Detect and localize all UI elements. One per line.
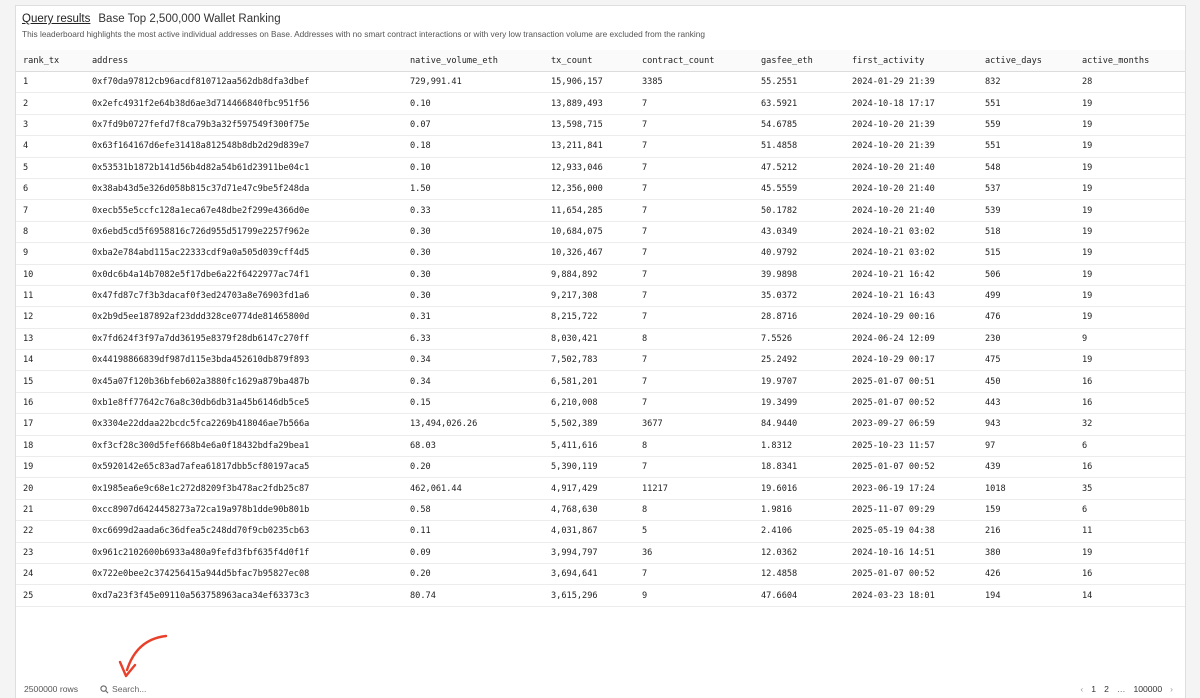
cell-tx-count: 6,581,201: [544, 371, 635, 392]
table-row[interactable]: [16, 178, 1185, 199]
cell-gasfee-eth: 47.5212: [754, 157, 845, 178]
cell-native-volume-eth: 0.07: [403, 114, 544, 135]
cell-rank-tx: 11: [16, 285, 85, 306]
table-row[interactable]: [16, 392, 1185, 413]
table-row[interactable]: [16, 285, 1185, 306]
cell-contract-count: 7: [635, 563, 754, 584]
results-footer: [16, 684, 1185, 698]
cell-active-days: 506: [978, 264, 1075, 285]
cell-tx-count: 6,210,008: [544, 392, 635, 413]
cell-contract-count: 7: [635, 221, 754, 242]
cell-contract-count: 8: [635, 328, 754, 349]
cell-first-activity: 2024-10-18 17:17: [845, 93, 978, 114]
query-results-panel: [15, 5, 1186, 698]
cell-contract-count: 7: [635, 200, 754, 221]
cell-active-days: 159: [978, 499, 1075, 520]
query-description: This leaderboard highlights the most active individual addresses on Base. Addresses with no smart contract interactions or with very low transaction volume are excluded from the ranking: [22, 29, 705, 39]
cell-active-days: 559: [978, 114, 1075, 135]
cell-first-activity: 2024-10-20 21:40: [845, 157, 978, 178]
page-ellipsis: …: [1116, 684, 1126, 694]
cell-native-volume-eth: 0.58: [403, 499, 544, 520]
cell-address: 0xf70da97812cb96acdf810712aa562db8dfa3dbef: [85, 72, 403, 93]
cell-address: 0xcc8907d6424458273a72ca19a978b1dde90b801b: [85, 499, 403, 520]
cell-native-volume-eth: 0.30: [403, 264, 544, 285]
search-input[interactable]: [112, 684, 182, 694]
cell-tx-count: 4,768,630: [544, 499, 635, 520]
cell-native-volume-eth: 0.11: [403, 521, 544, 542]
column-header-address[interactable]: address: [85, 50, 403, 72]
cell-active-months: 19: [1075, 200, 1185, 221]
annotation-arrow-icon: [118, 632, 170, 680]
cell-rank-tx: 7: [16, 200, 85, 221]
column-header-contract-count[interactable]: contract_count: [635, 50, 754, 72]
cell-gasfee-eth: 84.9440: [754, 414, 845, 435]
table-row[interactable]: [16, 350, 1185, 371]
cell-contract-count: 7: [635, 285, 754, 306]
table-row[interactable]: [16, 585, 1185, 606]
cell-active-months: 11: [1075, 521, 1185, 542]
cell-tx-count: 12,933,046: [544, 157, 635, 178]
cell-active-days: 230: [978, 328, 1075, 349]
cell-address: 0x45a07f120b36bfeb602a3880fc1629a879ba487b: [85, 371, 403, 392]
cell-first-activity: 2023-06-19 17:24: [845, 478, 978, 499]
cell-first-activity: 2024-10-29 00:17: [845, 350, 978, 371]
cell-native-volume-eth: 13,494,026.26: [403, 414, 544, 435]
cell-gasfee-eth: 1.8312: [754, 435, 845, 456]
cell-address: 0x63f164167d6efe31418a812548b8db2d29d839e7: [85, 136, 403, 157]
cell-native-volume-eth: 0.30: [403, 221, 544, 242]
cell-active-months: 19: [1075, 243, 1185, 264]
cell-contract-count: 7: [635, 457, 754, 478]
cell-native-volume-eth: 68.03: [403, 435, 544, 456]
cell-contract-count: 7: [635, 93, 754, 114]
cell-active-days: 537: [978, 178, 1075, 199]
cell-rank-tx: 18: [16, 435, 85, 456]
cell-address: 0x53531b1872b141d56b4d82a54b61d23911be04c1: [85, 157, 403, 178]
cell-rank-tx: 4: [16, 136, 85, 157]
cell-address: 0xba2e784abd115ac22333cdf9a0a505d039cff4d5: [85, 243, 403, 264]
cell-address: 0x2efc4931f2e64b38d6ae3d714466840fbc951f56: [85, 93, 403, 114]
cell-gasfee-eth: 51.4858: [754, 136, 845, 157]
cell-contract-count: 7: [635, 371, 754, 392]
cell-gasfee-eth: 43.0349: [754, 221, 845, 242]
cell-active-days: 194: [978, 585, 1075, 606]
cell-tx-count: 3,994,797: [544, 542, 635, 563]
cell-first-activity: 2024-10-29 00:16: [845, 307, 978, 328]
cell-active-days: 518: [978, 221, 1075, 242]
cell-native-volume-eth: 0.34: [403, 350, 544, 371]
cell-active-months: 19: [1075, 114, 1185, 135]
cell-rank-tx: 5: [16, 157, 85, 178]
column-header-gasfee-eth[interactable]: gasfee_eth: [754, 50, 845, 72]
cell-tx-count: 15,906,157: [544, 72, 635, 93]
cell-native-volume-eth: 0.31: [403, 307, 544, 328]
cell-contract-count: 5: [635, 521, 754, 542]
cell-first-activity: 2025-01-07 00:52: [845, 563, 978, 584]
cell-first-activity: 2024-06-24 12:09: [845, 328, 978, 349]
cell-active-months: 9: [1075, 328, 1185, 349]
cell-native-volume-eth: 0.09: [403, 542, 544, 563]
cell-active-months: 32: [1075, 414, 1185, 435]
cell-gasfee-eth: 40.9792: [754, 243, 845, 264]
cell-native-volume-eth: 0.30: [403, 285, 544, 306]
cell-tx-count: 4,917,429: [544, 478, 635, 499]
column-header-first-activity[interactable]: first_activity: [845, 50, 978, 72]
page-last[interactable]: 100000: [1133, 684, 1163, 694]
cell-contract-count: 7: [635, 307, 754, 328]
cell-rank-tx: 16: [16, 392, 85, 413]
cell-first-activity: 2025-10-23 11:57: [845, 435, 978, 456]
cell-first-activity: 2025-01-07 00:52: [845, 457, 978, 478]
cell-contract-count: 7: [635, 136, 754, 157]
cell-address: 0x38ab43d5e326d058b815c37d71e47c9be5f248da: [85, 178, 403, 199]
cell-contract-count: 7: [635, 243, 754, 264]
cell-rank-tx: 21: [16, 499, 85, 520]
cell-contract-count: 36: [635, 542, 754, 563]
cell-gasfee-eth: 35.0372: [754, 285, 845, 306]
cell-contract-count: 7: [635, 157, 754, 178]
table-row[interactable]: [16, 478, 1185, 499]
cell-active-days: 426: [978, 563, 1075, 584]
cell-tx-count: 8,030,421: [544, 328, 635, 349]
cell-gasfee-eth: 45.5559: [754, 178, 845, 199]
cell-active-months: 19: [1075, 157, 1185, 178]
cell-gasfee-eth: 19.9707: [754, 371, 845, 392]
cell-first-activity: 2024-10-21 16:43: [845, 285, 978, 306]
table-body: [16, 72, 1185, 607]
table-row[interactable]: [16, 72, 1185, 93]
cell-active-months: 19: [1075, 93, 1185, 114]
cell-contract-count: 7: [635, 178, 754, 199]
cell-gasfee-eth: 28.8716: [754, 307, 845, 328]
cell-active-months: 19: [1075, 178, 1185, 199]
cell-tx-count: 12,356,000: [544, 178, 635, 199]
cell-tx-count: 10,684,075: [544, 221, 635, 242]
query-results-link[interactable]: Query results: [22, 13, 91, 25]
cell-rank-tx: 23: [16, 542, 85, 563]
cell-gasfee-eth: 2.4106: [754, 521, 845, 542]
table-row[interactable]: [16, 157, 1185, 178]
cell-native-volume-eth: 0.34: [403, 371, 544, 392]
cell-active-days: 551: [978, 93, 1075, 114]
cell-gasfee-eth: 63.5921: [754, 93, 845, 114]
cell-gasfee-eth: 19.3499: [754, 392, 845, 413]
cell-active-months: 28: [1075, 72, 1185, 93]
cell-rank-tx: 9: [16, 243, 85, 264]
cell-tx-count: 13,889,493: [544, 93, 635, 114]
cell-gasfee-eth: 7.5526: [754, 328, 845, 349]
cell-tx-count: 8,215,722: [544, 307, 635, 328]
column-header-active-months[interactable]: active_months: [1075, 50, 1185, 72]
cell-first-activity: 2025-11-07 09:29: [845, 499, 978, 520]
cell-gasfee-eth: 12.0362: [754, 542, 845, 563]
cell-rank-tx: 8: [16, 221, 85, 242]
cell-rank-tx: 10: [16, 264, 85, 285]
cell-native-volume-eth: 80.74: [403, 585, 544, 606]
cell-contract-count: 7: [635, 392, 754, 413]
cell-contract-count: 7: [635, 350, 754, 371]
cell-contract-count: 3385: [635, 72, 754, 93]
cell-first-activity: 2025-01-07 00:52: [845, 392, 978, 413]
table-row[interactable]: [16, 264, 1185, 285]
cell-native-volume-eth: 0.18: [403, 136, 544, 157]
table-row[interactable]: [16, 221, 1185, 242]
cell-address: 0x722e0bee2c374256415a944d5bfac7b95827ec08: [85, 563, 403, 584]
cell-first-activity: 2024-10-21 16:42: [845, 264, 978, 285]
cell-tx-count: 5,411,616: [544, 435, 635, 456]
column-header-native-volume-eth[interactable]: native_volume_eth: [403, 50, 544, 72]
cell-tx-count: 5,502,389: [544, 414, 635, 435]
cell-rank-tx: 22: [16, 521, 85, 542]
table-row[interactable]: [16, 200, 1185, 221]
cell-tx-count: 13,211,841: [544, 136, 635, 157]
cell-gasfee-eth: 25.2492: [754, 350, 845, 371]
cell-first-activity: 2024-10-21 03:02: [845, 221, 978, 242]
cell-active-months: 19: [1075, 307, 1185, 328]
cell-address: 0x5920142e65c83ad7afea61817dbb5cf80197aca5: [85, 457, 403, 478]
cell-active-months: 14: [1075, 585, 1185, 606]
cell-active-days: 515: [978, 243, 1075, 264]
table-row[interactable]: [16, 371, 1185, 392]
cell-active-months: 16: [1075, 371, 1185, 392]
search-box[interactable]: [100, 684, 182, 694]
row-count: 2500000 rows: [24, 684, 78, 694]
cell-gasfee-eth: 12.4858: [754, 563, 845, 584]
cell-active-days: 443: [978, 392, 1075, 413]
cell-tx-count: 9,884,892: [544, 264, 635, 285]
cell-rank-tx: 17: [16, 414, 85, 435]
cell-gasfee-eth: 50.1782: [754, 200, 845, 221]
cell-first-activity: 2025-01-07 00:51: [845, 371, 978, 392]
cell-native-volume-eth: 0.20: [403, 563, 544, 584]
cell-rank-tx: 13: [16, 328, 85, 349]
cell-rank-tx: 15: [16, 371, 85, 392]
cell-active-days: 943: [978, 414, 1075, 435]
table-row[interactable]: [16, 499, 1185, 520]
cell-first-activity: 2025-05-19 04:38: [845, 521, 978, 542]
pagination: [1080, 684, 1173, 694]
cell-contract-count: 7: [635, 264, 754, 285]
cell-native-volume-eth: 0.20: [403, 457, 544, 478]
cell-active-months: 6: [1075, 499, 1185, 520]
cell-contract-count: 8: [635, 499, 754, 520]
cell-contract-count: 8: [635, 435, 754, 456]
chevron-left-icon[interactable]: ‹: [1080, 684, 1084, 694]
cell-active-days: 539: [978, 200, 1075, 221]
column-header-rank-tx[interactable]: rank_tx: [16, 50, 85, 72]
search-icon: [100, 685, 109, 694]
cell-first-activity: 2024-01-29 21:39: [845, 72, 978, 93]
cell-tx-count: 5,390,119: [544, 457, 635, 478]
column-header-active-days[interactable]: active_days: [978, 50, 1075, 72]
cell-address: 0x7fd624f3f97a7dd36195e8379f28db6147c270ff: [85, 328, 403, 349]
cell-active-months: 19: [1075, 285, 1185, 306]
results-table: [16, 50, 1185, 607]
cell-address: 0x3304e22ddaa22bcdc5fca2269b418046ae7b566a: [85, 414, 403, 435]
cell-tx-count: 7,502,783: [544, 350, 635, 371]
cell-gasfee-eth: 54.6785: [754, 114, 845, 135]
cell-first-activity: 2023-09-27 06:59: [845, 414, 978, 435]
cell-address: 0x1985ea6e9c68e1c272d8209f3b478ac2fdb25c87: [85, 478, 403, 499]
table-row[interactable]: [16, 563, 1185, 584]
table-row[interactable]: [16, 307, 1185, 328]
cell-rank-tx: 3: [16, 114, 85, 135]
cell-rank-tx: 12: [16, 307, 85, 328]
table-row[interactable]: [16, 521, 1185, 542]
cell-first-activity: 2024-10-16 14:51: [845, 542, 978, 563]
cell-address: 0xb1e8ff77642c76a8c30db6db31a45b6146db5ce5: [85, 392, 403, 413]
cell-gasfee-eth: 39.9898: [754, 264, 845, 285]
cell-tx-count: 11,654,285: [544, 200, 635, 221]
cell-rank-tx: 25: [16, 585, 85, 606]
column-header-tx-count[interactable]: tx_count: [544, 50, 635, 72]
cell-gasfee-eth: 18.8341: [754, 457, 845, 478]
cell-active-days: 476: [978, 307, 1075, 328]
results-header: [22, 13, 1179, 39]
cell-contract-count: 7: [635, 114, 754, 135]
cell-first-activity: 2024-10-20 21:40: [845, 178, 978, 199]
table-row[interactable]: [16, 114, 1185, 135]
cell-native-volume-eth: 0.30: [403, 243, 544, 264]
cell-address: 0xf3cf28c300d5fef668b4e6a0f18432bdfa29bea1: [85, 435, 403, 456]
cell-contract-count: 9: [635, 585, 754, 606]
cell-active-months: 19: [1075, 542, 1185, 563]
cell-gasfee-eth: 47.6604: [754, 585, 845, 606]
cell-rank-tx: 14: [16, 350, 85, 371]
cell-first-activity: 2024-10-20 21:39: [845, 136, 978, 157]
cell-active-days: 548: [978, 157, 1075, 178]
chevron-right-icon[interactable]: ›: [1170, 684, 1173, 694]
table-row[interactable]: [16, 328, 1185, 349]
table-row[interactable]: [16, 414, 1185, 435]
cell-tx-count: 3,615,296: [544, 585, 635, 606]
query-title: Base Top 2,500,000 Wallet Ranking: [98, 13, 281, 25]
table-row[interactable]: [16, 93, 1185, 114]
cell-tx-count: 9,217,308: [544, 285, 635, 306]
cell-address: 0xc6699d2aada6c36dfea5c248dd70f9cb0235cb63: [85, 521, 403, 542]
cell-address: 0x7fd9b0727fefd7f8ca79b3a32f597549f300f75e: [85, 114, 403, 135]
page-1[interactable]: 1: [1091, 684, 1097, 694]
cell-active-months: 6: [1075, 435, 1185, 456]
table-row[interactable]: [16, 435, 1185, 456]
cell-active-days: 475: [978, 350, 1075, 371]
cell-active-months: 16: [1075, 457, 1185, 478]
cell-gasfee-eth: 19.6016: [754, 478, 845, 499]
cell-active-days: 216: [978, 521, 1075, 542]
cell-native-volume-eth: 729,991.41: [403, 72, 544, 93]
cell-address: 0xecb55e5ccfc128a1eca67e48dbe2f299e4366d0e: [85, 200, 403, 221]
cell-first-activity: 2024-03-23 18:01: [845, 585, 978, 606]
page-2[interactable]: 2: [1104, 684, 1109, 694]
table-row[interactable]: [16, 243, 1185, 264]
cell-native-volume-eth: 1.50: [403, 178, 544, 199]
cell-active-months: 16: [1075, 392, 1185, 413]
cell-first-activity: 2024-10-20 21:39: [845, 114, 978, 135]
cell-active-months: 19: [1075, 136, 1185, 157]
cell-active-days: 380: [978, 542, 1075, 563]
cell-active-days: 551: [978, 136, 1075, 157]
cell-native-volume-eth: 462,061.44: [403, 478, 544, 499]
cell-tx-count: 4,031,867: [544, 521, 635, 542]
cell-active-months: 35: [1075, 478, 1185, 499]
cell-active-months: 19: [1075, 350, 1185, 371]
cell-active-days: 832: [978, 72, 1075, 93]
cell-address: 0x961c2102600b6933a480a9fefd3fbf635f4d0f1f: [85, 542, 403, 563]
cell-gasfee-eth: 55.2551: [754, 72, 845, 93]
table-row[interactable]: [16, 457, 1185, 478]
cell-address: 0x6ebd5cd5f6958816c726d955d51799e2257f962e: [85, 221, 403, 242]
table-row[interactable]: [16, 136, 1185, 157]
table-header-row: [16, 50, 1185, 72]
cell-rank-tx: 19: [16, 457, 85, 478]
cell-native-volume-eth: 0.15: [403, 392, 544, 413]
cell-rank-tx: 1: [16, 72, 85, 93]
cell-rank-tx: 24: [16, 563, 85, 584]
cell-gasfee-eth: 1.9816: [754, 499, 845, 520]
cell-tx-count: 13,598,715: [544, 114, 635, 135]
cell-address: 0x0dc6b4a14b7082e5f17dbe6a22f6422977ac74f1: [85, 264, 403, 285]
cell-active-months: 19: [1075, 221, 1185, 242]
cell-rank-tx: 2: [16, 93, 85, 114]
cell-address: 0xd7a23f3f45e09110a563758963aca34ef63373c3: [85, 585, 403, 606]
cell-native-volume-eth: 0.33: [403, 200, 544, 221]
cell-active-days: 439: [978, 457, 1075, 478]
cell-active-days: 97: [978, 435, 1075, 456]
cell-address: 0x2b9d5ee187892af23ddd328ce0774de81465800d: [85, 307, 403, 328]
cell-first-activity: 2024-10-20 21:40: [845, 200, 978, 221]
cell-tx-count: 3,694,641: [544, 563, 635, 584]
cell-address: 0x47fd87c7f3b3dacaf0f3ed24703a8e76903fd1a6: [85, 285, 403, 306]
cell-rank-tx: 20: [16, 478, 85, 499]
cell-address: 0x44198866839df987d115e3bda452610db879f893: [85, 350, 403, 371]
cell-native-volume-eth: 6.33: [403, 328, 544, 349]
cell-active-days: 1018: [978, 478, 1075, 499]
cell-active-days: 499: [978, 285, 1075, 306]
cell-first-activity: 2024-10-21 03:02: [845, 243, 978, 264]
cell-tx-count: 10,326,467: [544, 243, 635, 264]
cell-active-months: 19: [1075, 264, 1185, 285]
cell-contract-count: 3677: [635, 414, 754, 435]
cell-active-months: 16: [1075, 563, 1185, 584]
cell-active-days: 450: [978, 371, 1075, 392]
table-row[interactable]: [16, 542, 1185, 563]
cell-contract-count: 11217: [635, 478, 754, 499]
cell-rank-tx: 6: [16, 178, 85, 199]
cell-native-volume-eth: 0.10: [403, 93, 544, 114]
cell-native-volume-eth: 0.10: [403, 157, 544, 178]
